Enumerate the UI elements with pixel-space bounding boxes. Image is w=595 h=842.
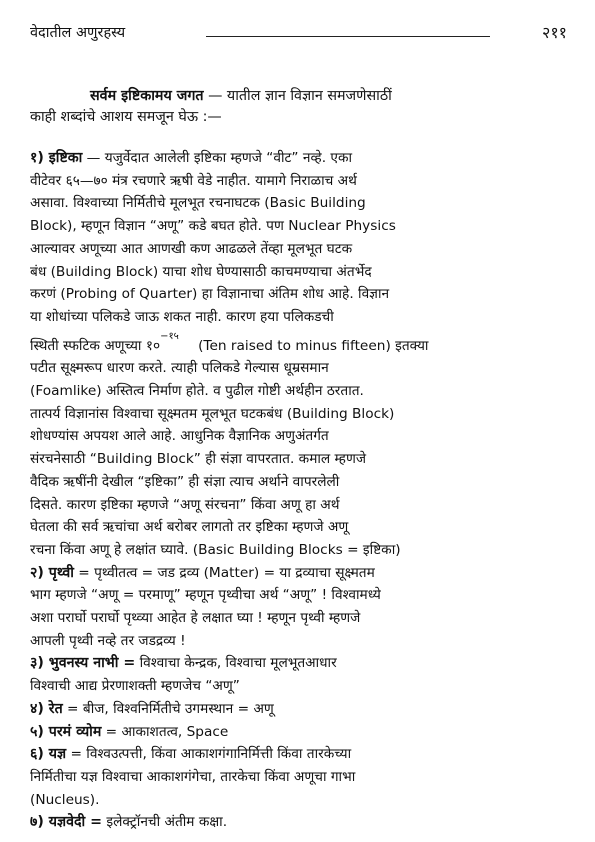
line-22: आपली पृथ्वी नव्हे तर जडद्रव्य ! (30, 632, 186, 649)
line-13: शोधण्यांस अपयश आले आहे. आधुनिक वैज्ञानिक अणुअंतर्गत (30, 428, 329, 445)
running-title: वेदातील अणुरहस्य (30, 25, 126, 41)
line-30: ७) यज्ञवेदी = इलेक्ट्रॉनची अंतीम कक्षा. (30, 814, 228, 831)
line-17: घेतला की सर्व ऋचांचा अर्थ बरोबर लागतो तर इष्टिका म्हणजे अणू (30, 519, 349, 536)
line-10: पटीत सूक्ष्मरूप धारण करते. त्याही पलिकडे गेल्यास धूम्रसमान (30, 360, 329, 377)
body-text (30, 147, 570, 834)
line-12: तात्पर्य विज्ञानांस विश्वाचा सूक्ष्मतम मूलभूत घटकबंध (Building Block) (30, 405, 395, 422)
title-heading: सर्वम इष्टिकामय जगत (90, 88, 204, 104)
line-26: ५) परमं व्योम = आकाशतत्व, Space (30, 723, 229, 740)
line-11: (Foamlike) अस्तित्व निर्माण होते. व पुढील गोष्टी अर्थहीन ठरतात. (30, 383, 364, 400)
line-8: या शोधांच्या पलिकडे जाऊ शकत नाही. कारण हया पलिकडची (30, 308, 334, 325)
line-9: स्थिती स्फटिक अणूच्या १० −१५ (Ten raised to minus fifteen) इतक्या (30, 335, 570, 358)
page-number: २११ (542, 23, 567, 42)
term-prithvi: २) पृथ्वी (30, 564, 74, 581)
term-yadnyavedi: ७) यज्ञवेदी = (30, 814, 103, 831)
page-header (30, 22, 567, 46)
title-intro: — यातील ज्ञान विज्ञान समजणेसाठीं (203, 88, 392, 104)
title-line-2: काही शब्दांचे आशय समजून घेऊ :— (30, 109, 222, 125)
line-2: वीटेवर ६५—७० मंत्र रचणारे ऋषी वेडे नाहीत. यामागे निराळाच अर्थ (30, 172, 357, 189)
term-bhuvanasya-nabhi: ३) भुवनस्य नाभी = (30, 655, 136, 672)
line-24: विश्वाची आद्य प्रेरणाशक्ती म्हणजेच “अणू” (30, 678, 240, 695)
line-27: ६) यज्ञ = विश्वउत्पत्ती, किंवा आकाशगंगानिर्मित्ती किंवा तारकेच्या (30, 746, 352, 763)
line-21: अशा परार्घो परार्घो पृथ्व्या आहेत हे लक्षात घ्या ! म्हणून पृथ्वी म्हणजे (30, 610, 361, 627)
line-28: निर्मितीचा यज्ञ विश्वाचा आकाशगंगेचा, तारकेचा किंवा अणूचा गाभा (30, 768, 356, 785)
header-rule (206, 36, 490, 37)
line-4: Block), म्हणून विज्ञान “अणू” कडे बघत होते. पण Nuclear Physics (30, 218, 396, 235)
term-paramam-vyom: ५) परमं व्योम (30, 723, 102, 740)
line-14: संरचनेसाठी “Building Block” ही संज्ञा वापरतात. कमाल म्हणजे (30, 451, 367, 468)
line-18: रचना किंवा अणू हे लक्षांत घ्यावे. (Basic Building Blocks = इष्टिका) (30, 541, 401, 558)
line-29: (Nucleus). (30, 791, 100, 808)
line-5: आल्यावर अणूच्या आत आणखी कण आढळले तेंव्हा मूलभूत घटक (30, 240, 353, 257)
section-title (30, 86, 570, 128)
line-16: दिसते. कारण इष्टिका म्हणजे “अणू संरचना” किंवा अणू हा अर्थ (30, 496, 340, 513)
line-23: ३) भुवनस्य नाभी = विश्वाचा केन्द्रक, विश्वाचा मूलभूतआधार (30, 655, 337, 672)
line-3: असावा. विश्वाच्या निर्मितीचे मूलभूत रचनाघटक (Basic Building (30, 195, 366, 212)
term-ret: ४) रेत (30, 700, 63, 717)
line-25: ४) रेत = बीज, विश्वनिर्मितीचे उगमस्थान = अणू (30, 700, 274, 717)
term-yadnya: ६) यज्ञ (30, 746, 67, 763)
exponent-value: −१५ (160, 330, 179, 342)
line-7: करणं (Probing of Quarter) हा विज्ञानाचा अंतिम शोध आहे. विज्ञान (30, 286, 390, 303)
line-15: वैदिक ऋषींनी देखील “इष्टिका” ही संज्ञा त्याच अर्थाने वापरलेली (30, 473, 340, 490)
line-6: बंध (Building Block) याचा शोध घेण्यासाठी काचमण्याचा अंतर्भेद (30, 263, 372, 280)
line-1: १) इष्टिका — यजुर्वेदात आलेली इष्टिका म्हणजे “वीट” नव्हे. एका (30, 150, 353, 166)
line-19: २) पृथ्वी = पृथ्वीतत्व = जड द्रव्य (Matter) = या द्रव्याचा सूक्ष्मतम (30, 564, 375, 581)
term-ishtika: १) इष्टिका (30, 150, 83, 166)
line-20: भाग म्हणजे “अणू = परमाणू” म्हणून पृथ्वीचा अर्थ “अणू” ! विश्वामध्ये (30, 587, 381, 604)
